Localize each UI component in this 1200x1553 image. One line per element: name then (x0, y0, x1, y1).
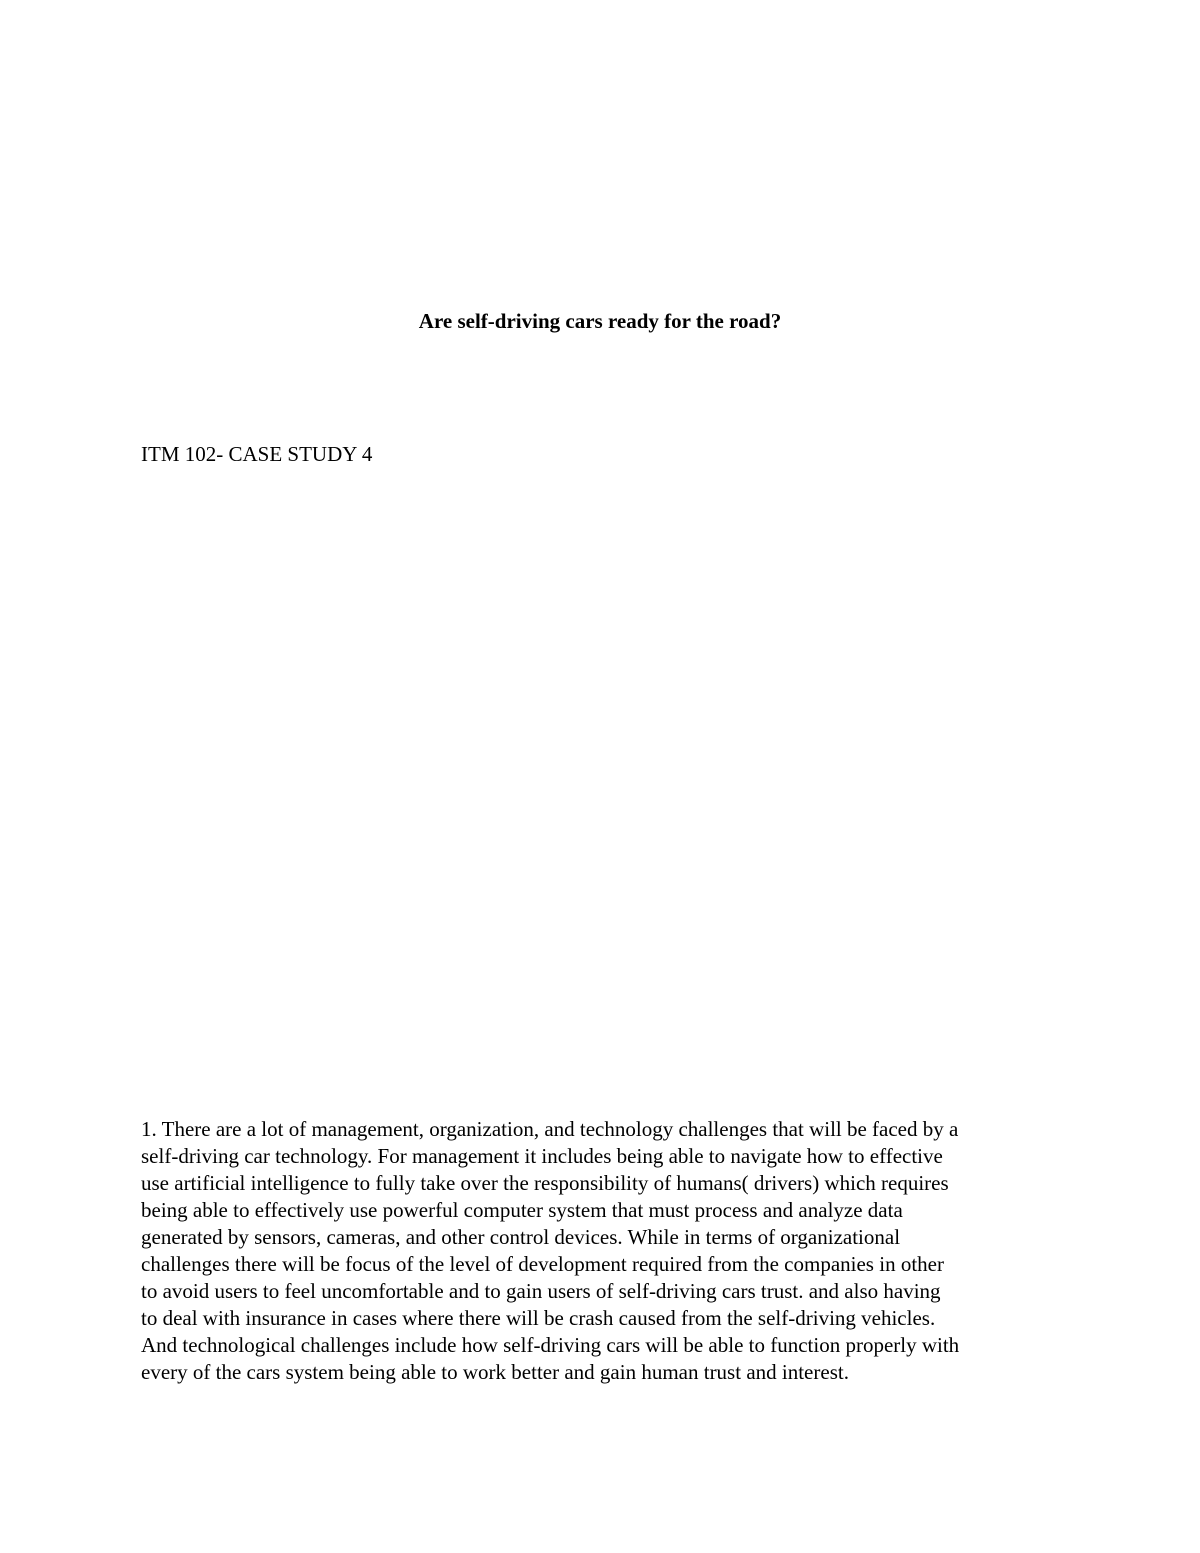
answer-line: to deal with insurance in cases where there will be crash caused from the self-driving vehicles. (141, 1306, 936, 1330)
document-title: Are self-driving cars ready for the road? (418, 309, 782, 333)
answer-line: generated by sensors, cameras, and other control devices. While in terms of organizational (141, 1225, 901, 1249)
answer-line: use artificial intelligence to fully take over the responsibility of humans( drivers) which requires (141, 1171, 949, 1195)
answer-line: self-driving car technology. For management it includes being able to navigate how to effective (141, 1144, 943, 1168)
answer-paragraph (141, 1116, 1081, 1386)
answer-line: being able to effectively use powerful computer system that must process and analyze data (141, 1198, 903, 1222)
answer-line: challenges there will be focus of the level of development required from the companies in other (141, 1252, 944, 1276)
course-heading: ITM 102- CASE STUDY 4 (141, 442, 373, 466)
answer-line: to avoid users to feel uncomfortable and to gain users of self-driving cars trust. and also having (141, 1279, 941, 1303)
answer-line: And technological challenges include how self-driving cars will be able to function properly with (141, 1333, 960, 1357)
answer-line: every of the cars system being able to work better and gain human trust and interest. (141, 1360, 849, 1384)
answer-line: 1. There are a lot of management, organization, and technology challenges that will be faced by a (141, 1117, 959, 1141)
